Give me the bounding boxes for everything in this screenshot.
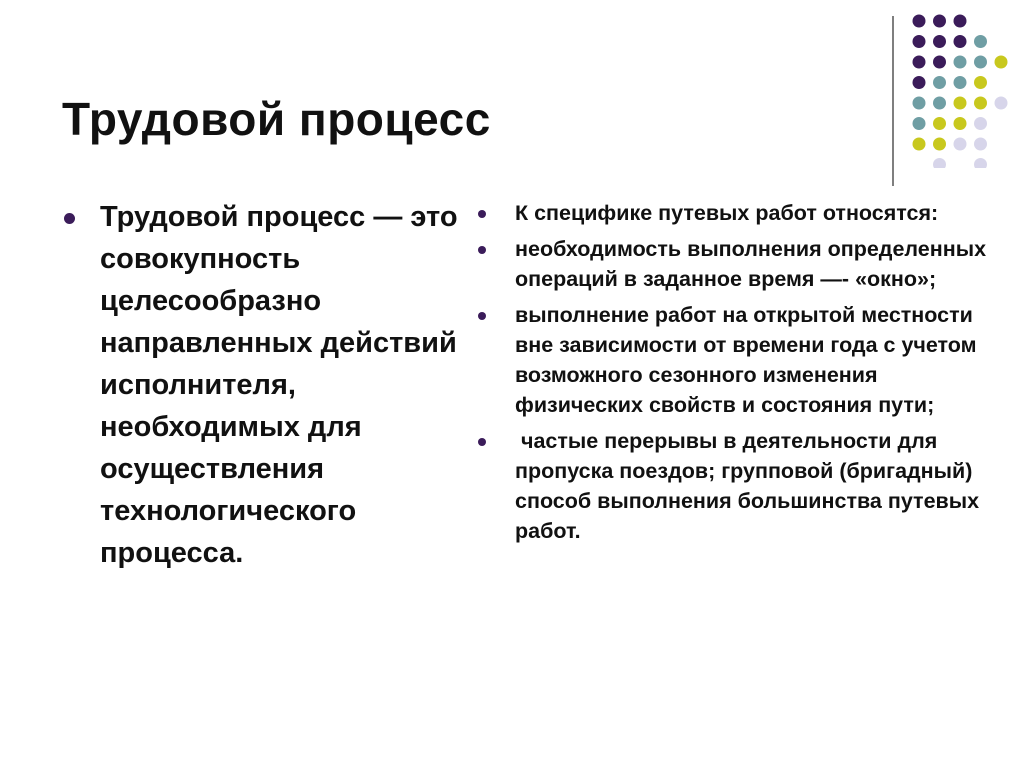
decorative-dot bbox=[913, 97, 926, 110]
decorative-dot bbox=[954, 35, 967, 48]
decorative-dot bbox=[974, 76, 987, 89]
decorative-dot bbox=[933, 35, 946, 48]
decorative-dot bbox=[913, 76, 926, 89]
decorative-dot bbox=[933, 117, 946, 130]
bullet-dot-icon bbox=[478, 312, 486, 320]
decorative-dot bbox=[954, 138, 967, 151]
decorative-dot bbox=[974, 138, 987, 151]
decorative-dot bbox=[913, 117, 926, 130]
decorative-dot bbox=[933, 97, 946, 110]
bullet-dot-icon bbox=[478, 438, 486, 446]
right-bullet-text: частые перерывы в деятельности для пропуска поездов; групповой (бригадный) способ выполнения большинства путевых работ. bbox=[515, 429, 986, 543]
left-bullet-text: Трудовой процесс — это совокупность целесообразно направленных действий исполнителя, необходимых для осуществления технологического процесса. bbox=[100, 201, 458, 569]
decorative-dot bbox=[913, 56, 926, 69]
right-bullet-item bbox=[476, 198, 1006, 228]
title-divider-line bbox=[892, 16, 894, 186]
left-bullet-item bbox=[60, 196, 465, 574]
decorative-dot bbox=[995, 56, 1008, 69]
right-bullet-item bbox=[476, 300, 1006, 420]
right-bullet-item bbox=[476, 426, 1006, 546]
bullet-dot-icon bbox=[478, 210, 486, 218]
decorative-dot bbox=[913, 35, 926, 48]
decorative-dot bbox=[954, 15, 967, 28]
right-bullet-text: К специфике путевых работ относятся: bbox=[515, 201, 939, 225]
decorative-dot bbox=[995, 97, 1008, 110]
decorative-dot bbox=[974, 117, 987, 130]
decorative-dot bbox=[913, 15, 926, 28]
decorative-dot bbox=[933, 138, 946, 151]
decorative-dot bbox=[954, 56, 967, 69]
decorative-dot bbox=[954, 76, 967, 89]
decorative-dot bbox=[974, 56, 987, 69]
decorative-dot bbox=[974, 97, 987, 110]
bullet-dot-icon bbox=[64, 213, 75, 224]
decorative-dot bbox=[954, 117, 967, 130]
right-bullet-text: необходимость выполнения определенных операций в заданное время —- «окно»; bbox=[515, 237, 987, 291]
decorative-dot bbox=[913, 138, 926, 151]
decorative-dot bbox=[974, 35, 987, 48]
decorative-dot bbox=[933, 76, 946, 89]
decorative-dot bbox=[933, 56, 946, 69]
decorative-dot bbox=[933, 15, 946, 28]
slide-title: Трудовой процесс bbox=[62, 93, 491, 145]
right-bullet-text: выполнение работ на открытой местности вне зависимости от времени года с учетом возможного сезонного изменения физических свойств и состояния пути; bbox=[515, 303, 977, 417]
decorative-dot bbox=[954, 97, 967, 110]
right-bullet-item bbox=[476, 234, 1006, 294]
bullet-dot-icon bbox=[478, 246, 486, 254]
left-column bbox=[60, 196, 465, 574]
decorative-dot-grid bbox=[900, 8, 1010, 168]
right-column bbox=[476, 198, 1006, 552]
decorative-dot bbox=[933, 158, 946, 168]
decorative-dot bbox=[974, 158, 987, 168]
